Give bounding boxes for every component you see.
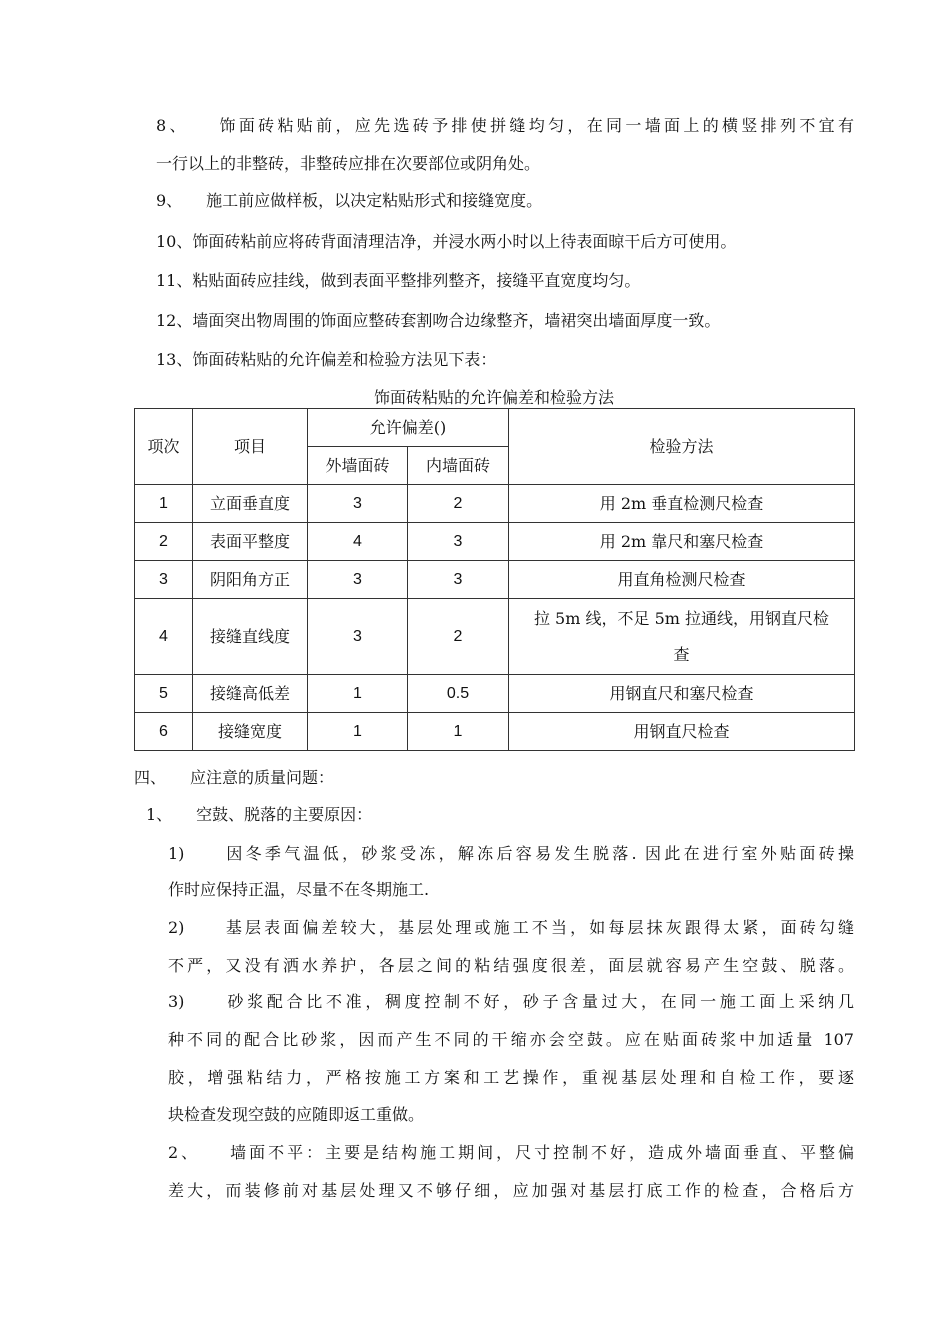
- row-item: 阴阳角方正: [193, 561, 308, 599]
- row-method: 用 2m 垂直检测尺检查: [509, 485, 855, 523]
- section-4-heading: 四、 应注意的质量问题：: [134, 768, 335, 787]
- item-2-line-1: 2) 基层表面偏差较大，基层处理或施工不当，如每层抹灰跟得太紧，面砖勾缝: [168, 918, 854, 937]
- header-method: 检验方法: [509, 409, 855, 485]
- para-13: 13、饰面砖粘贴的允许偏差和检验方法见下表：: [156, 350, 497, 369]
- row-exterior: 3: [308, 599, 408, 675]
- row-item: 立面垂直度: [193, 485, 308, 523]
- row-interior: 2: [408, 599, 509, 675]
- item-1-line-1: 1) 因冬季气温低，砂浆受冻，解冻后容易发生脱落. 因此在进行室外贴面砖操: [168, 844, 854, 863]
- table-row: [135, 599, 855, 675]
- table-row: [135, 561, 855, 599]
- row-method: [509, 599, 855, 675]
- row-interior: 3: [408, 523, 509, 561]
- subsection-1-heading: 1、 空鼓、脱落的主要原因：: [146, 805, 373, 824]
- row-method-line-2: 查: [673, 644, 690, 664]
- tolerance-table: [134, 408, 855, 751]
- header-exterior: 外墙面砖: [308, 447, 408, 485]
- table-caption: 饰面砖粘贴的允许偏差和检验方法: [373, 388, 614, 407]
- para-9: 9、 施工前应做样板，以决定粘贴形式和接缝宽度。: [156, 191, 543, 210]
- row-interior: 2: [408, 485, 509, 523]
- row-method-line-1: 拉 5m 线，不足 5m 拉通线，用钢直尺检: [533, 608, 830, 628]
- row-item: 接缝高低差: [193, 675, 308, 713]
- item-2-line-2: 不严，又没有洒水养护，各层之间的粘结强度很差，面层就容易产生空鼓、脱落。: [168, 956, 854, 975]
- row-item: 表面平整度: [193, 523, 308, 561]
- row-no: 2: [135, 523, 193, 561]
- row-no: 6: [135, 713, 193, 751]
- para-8-line-1: 8、 饰面砖粘贴前，应先选砖予排使拼缝均匀，在同一墙面上的横竖排列不宜有: [156, 116, 854, 135]
- para-11: 11、粘贴面砖应挂线，做到表面平整排列整齐，接缝平直宽度均匀。: [156, 271, 641, 290]
- table-row: [135, 713, 855, 751]
- para-8-line-2: 一行以上的非整砖，非整砖应排在次要部位或阴角处。: [156, 154, 541, 173]
- row-method: 用 2m 靠尺和塞尺检查: [509, 523, 855, 561]
- row-no: 3: [135, 561, 193, 599]
- item-3-line-3: 胶，增强粘结力，严格按施工方案和工艺操作，重视基层处理和自检工作，要逐: [168, 1068, 854, 1087]
- item-1-line-2: 作时应保持正温，尽量不在冬期施工.: [168, 880, 430, 899]
- table-row: [135, 675, 855, 713]
- header-interior: 内墙面砖: [408, 447, 509, 485]
- row-no: 5: [135, 675, 193, 713]
- row-item: 接缝宽度: [193, 713, 308, 751]
- row-method: 用直角检测尺检查: [509, 561, 855, 599]
- item-3-line-4: 块检查发现空鼓的应随即返工重做。: [168, 1105, 425, 1124]
- row-exterior: 1: [308, 713, 408, 751]
- para-12: 12、墙面突出物周围的饰面应整砖套割吻合边缘整齐，墙裙突出墙面厚度一致。: [156, 311, 721, 330]
- row-interior: 3: [408, 561, 509, 599]
- row-item: 接缝直线度: [193, 599, 308, 675]
- item-3-line-1: 3) 砂浆配合比不准，稠度控制不好，砂子含量过大，在同一施工面上采纳几: [168, 992, 854, 1011]
- row-exterior: 3: [308, 561, 408, 599]
- row-no: 1: [135, 485, 193, 523]
- table-row: [135, 523, 855, 561]
- row-interior: 0.5: [408, 675, 509, 713]
- subsection-2-line-2: 差大，而装修前对基层处理又不够仔细，应加强对基层打底工作的检查，合格后方: [168, 1181, 854, 1200]
- header-tolerance: 允许偏差(): [308, 409, 509, 447]
- row-no: 4: [135, 599, 193, 675]
- row-interior: 1: [408, 713, 509, 751]
- row-method: 用钢直尺和塞尺检查: [509, 675, 855, 713]
- row-exterior: 4: [308, 523, 408, 561]
- header-index: 项次: [135, 409, 193, 485]
- row-exterior: 3: [308, 485, 408, 523]
- subsection-2-line-1: 2、 墙面不平：主要是结构施工期间，尺寸控制不好，造成外墙面垂直、平整偏: [168, 1143, 854, 1162]
- header-item: 项目: [193, 409, 308, 485]
- row-exterior: 1: [308, 675, 408, 713]
- item-3-line-2: 种不同的配合比砂浆，因而产生不同的干缩亦会空鼓。应在贴面砖浆中加适量 107: [168, 1030, 854, 1049]
- table-header-row: [135, 409, 855, 447]
- para-10: 10、饰面砖粘前应将砖背面清理洁净，并浸水两小时以上待表面晾干后方可使用。: [156, 232, 737, 251]
- table-row: [135, 485, 855, 523]
- row-method: 用钢直尺检查: [509, 713, 855, 751]
